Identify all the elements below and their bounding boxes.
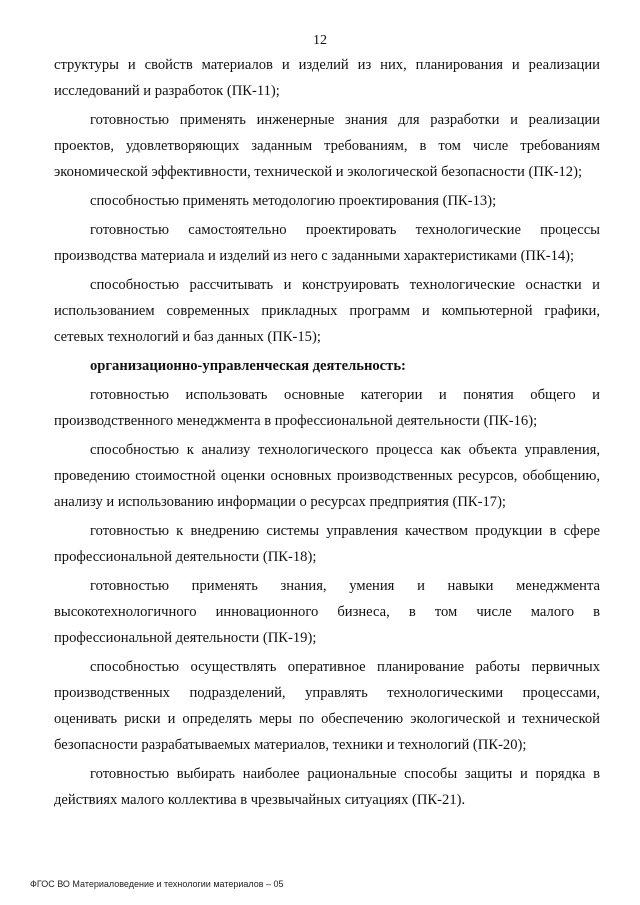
paragraph-pk15: способностью рассчитывать и конструировать технологические оснастки и использованием современных прикладных программ и компьютерной графики, сетевых технологий и баз данных (ПК-15); [54, 277, 600, 345]
paragraph-pk18: готовностью к внедрению системы управления качеством продукции в сфере профессиональной деятельности (ПК-18); [54, 523, 600, 565]
paragraph-pk17: способностью к анализу технологического процесса как объекта управления, проведению стоимостной оценки основных производственных ресурсов, обобщению, анализу и использованию информации о ресурсах предприятия (ПК-17); [54, 442, 600, 510]
page-footer: ФГОС ВО Материаловедение и технологии материалов – 05 [30, 879, 284, 889]
paragraph-pk19: готовностью применять знания, умения и навыки менеджмента высокотехнологичного инновационного бизнеса, в том числе малого в профессиональной деятельности (ПК-19); [54, 578, 600, 646]
paragraph-pk21: готовностью выбирать наиболее рациональные способы защиты и порядка в действиях малого коллектива в чрезвычайных ситуациях (ПК-21). [54, 766, 600, 808]
paragraph-pk13: способностью применять методологию проектирования (ПК-13); [90, 193, 497, 209]
paragraph-pk20: способностью осуществлять оперативное планирование работы первичных производственных подразделений, управлять технологическими процессами, оценивать риски и определять меры по обеспечению экологической и технической безопасности разрабатываемых материалов, техники и технологий (ПК-20); [54, 659, 600, 753]
paragraph-pk11-continuation: структуры и свойств материалов и изделий из них, планирования и реализации исследований и разработок (ПК-11); [54, 57, 600, 99]
section-heading: организационно-управленческая деятельность: [90, 358, 406, 374]
paragraph-pk16: готовностью использовать основные категории и понятия общего и производственного менеджмента в профессиональной деятельности (ПК-16); [54, 387, 600, 429]
paragraph-pk12: готовностью применять инженерные знания для разработки и реализации проектов, удовлетворяющих заданным требованиям, в том числе требованиям экономической эффективности, технической и экологической безопасности (ПК-12); [54, 112, 600, 180]
page-number: 12 [313, 33, 327, 48]
paragraph-pk14: готовностью самостоятельно проектировать технологические процессы производства материала и изделий из него с заданными характеристиками (ПК-14); [54, 222, 600, 264]
document-body [54, 52, 600, 816]
